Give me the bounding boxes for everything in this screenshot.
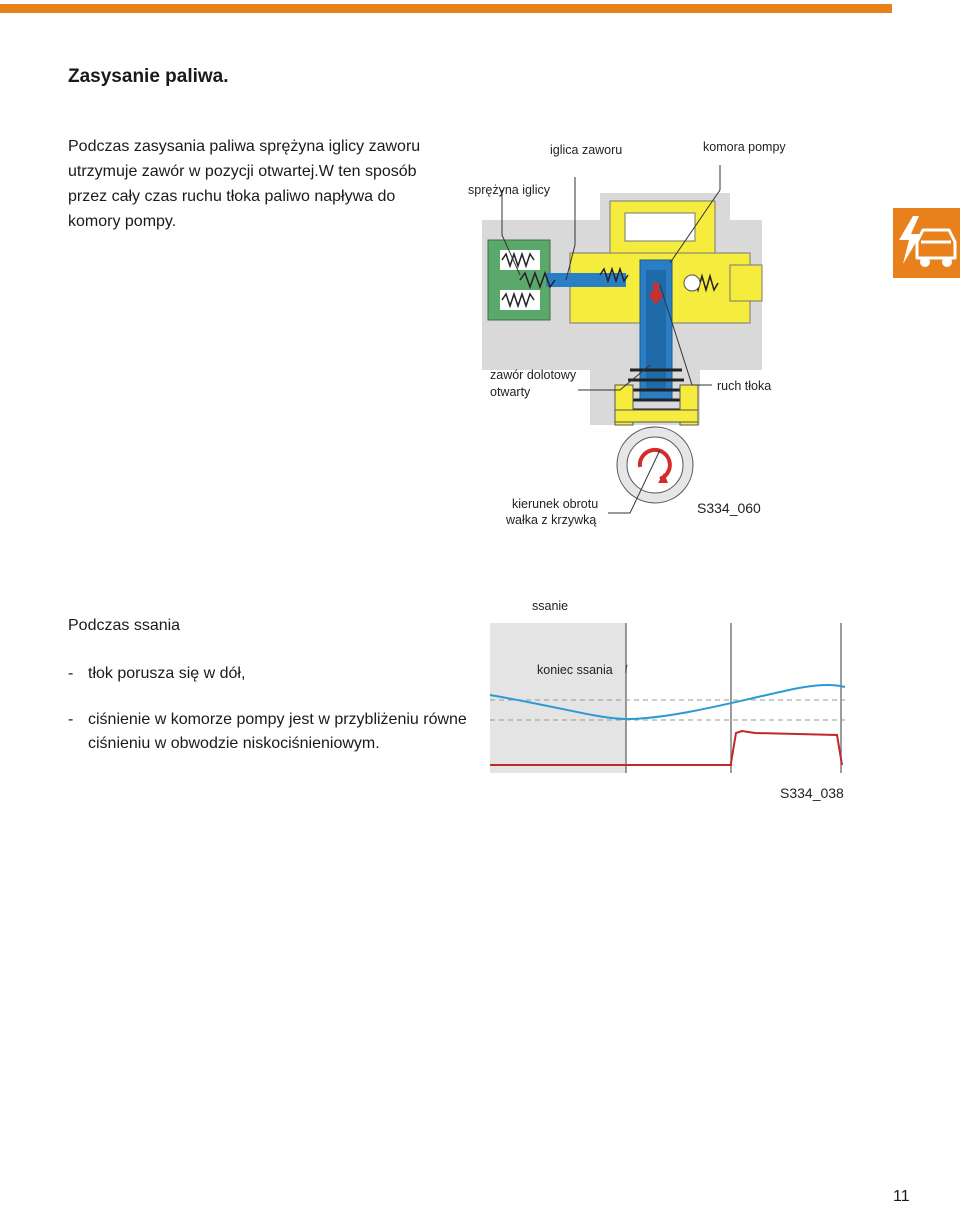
header-accent-bar: [0, 4, 892, 13]
pressure-diagram: [480, 595, 860, 801]
label-cam-rotation-line2: wałka z krzywką: [506, 513, 597, 527]
car-electric-icon: [893, 208, 960, 278]
bullet-list: [68, 662, 468, 778]
list-item: - tłok porusza się w dół,: [68, 665, 246, 682]
intro-paragraph: Podczas zasysania paliwa sprężyna iglicy zaworu utrzymuje zawór w pozycji otwartej.W ten sposób przez cały czas ruchu tłoka paliwo napływa do komory pompy.: [68, 138, 421, 230]
pressure-curve-plot: [480, 595, 860, 785]
section-tab: [893, 208, 960, 278]
label-suction: ssanie: [532, 599, 569, 613]
label-inlet-valve-line1: zawór dolotowy: [490, 368, 577, 382]
label-needle-spring: sprężyna iglicy: [468, 183, 550, 197]
figure-code: S334_060: [697, 500, 761, 516]
list-item: - ciśnienie w komorze pompy jest w przybliżeniu równe ciśnieniu w obwodzie niskociśnieniowym.: [68, 711, 467, 752]
label-piston-motion: ruch tłoka: [717, 379, 772, 393]
pump-diagram: [460, 135, 800, 535]
label-valve-needle: iglica zaworu: [550, 143, 623, 157]
label-inlet-valve-line2: otwarty: [490, 385, 531, 399]
page-number: 11: [893, 1188, 910, 1205]
figure-code: S334_038: [780, 785, 844, 801]
label-cam-rotation-line1: kierunek obrotu: [512, 497, 599, 511]
section-heading: Podczas ssania: [68, 617, 181, 634]
page-title: Zasysanie paliwa.: [68, 66, 229, 87]
label-pump-chamber: komora pompy: [703, 140, 786, 154]
label-end-of-suction: koniec ssania: [537, 663, 613, 677]
